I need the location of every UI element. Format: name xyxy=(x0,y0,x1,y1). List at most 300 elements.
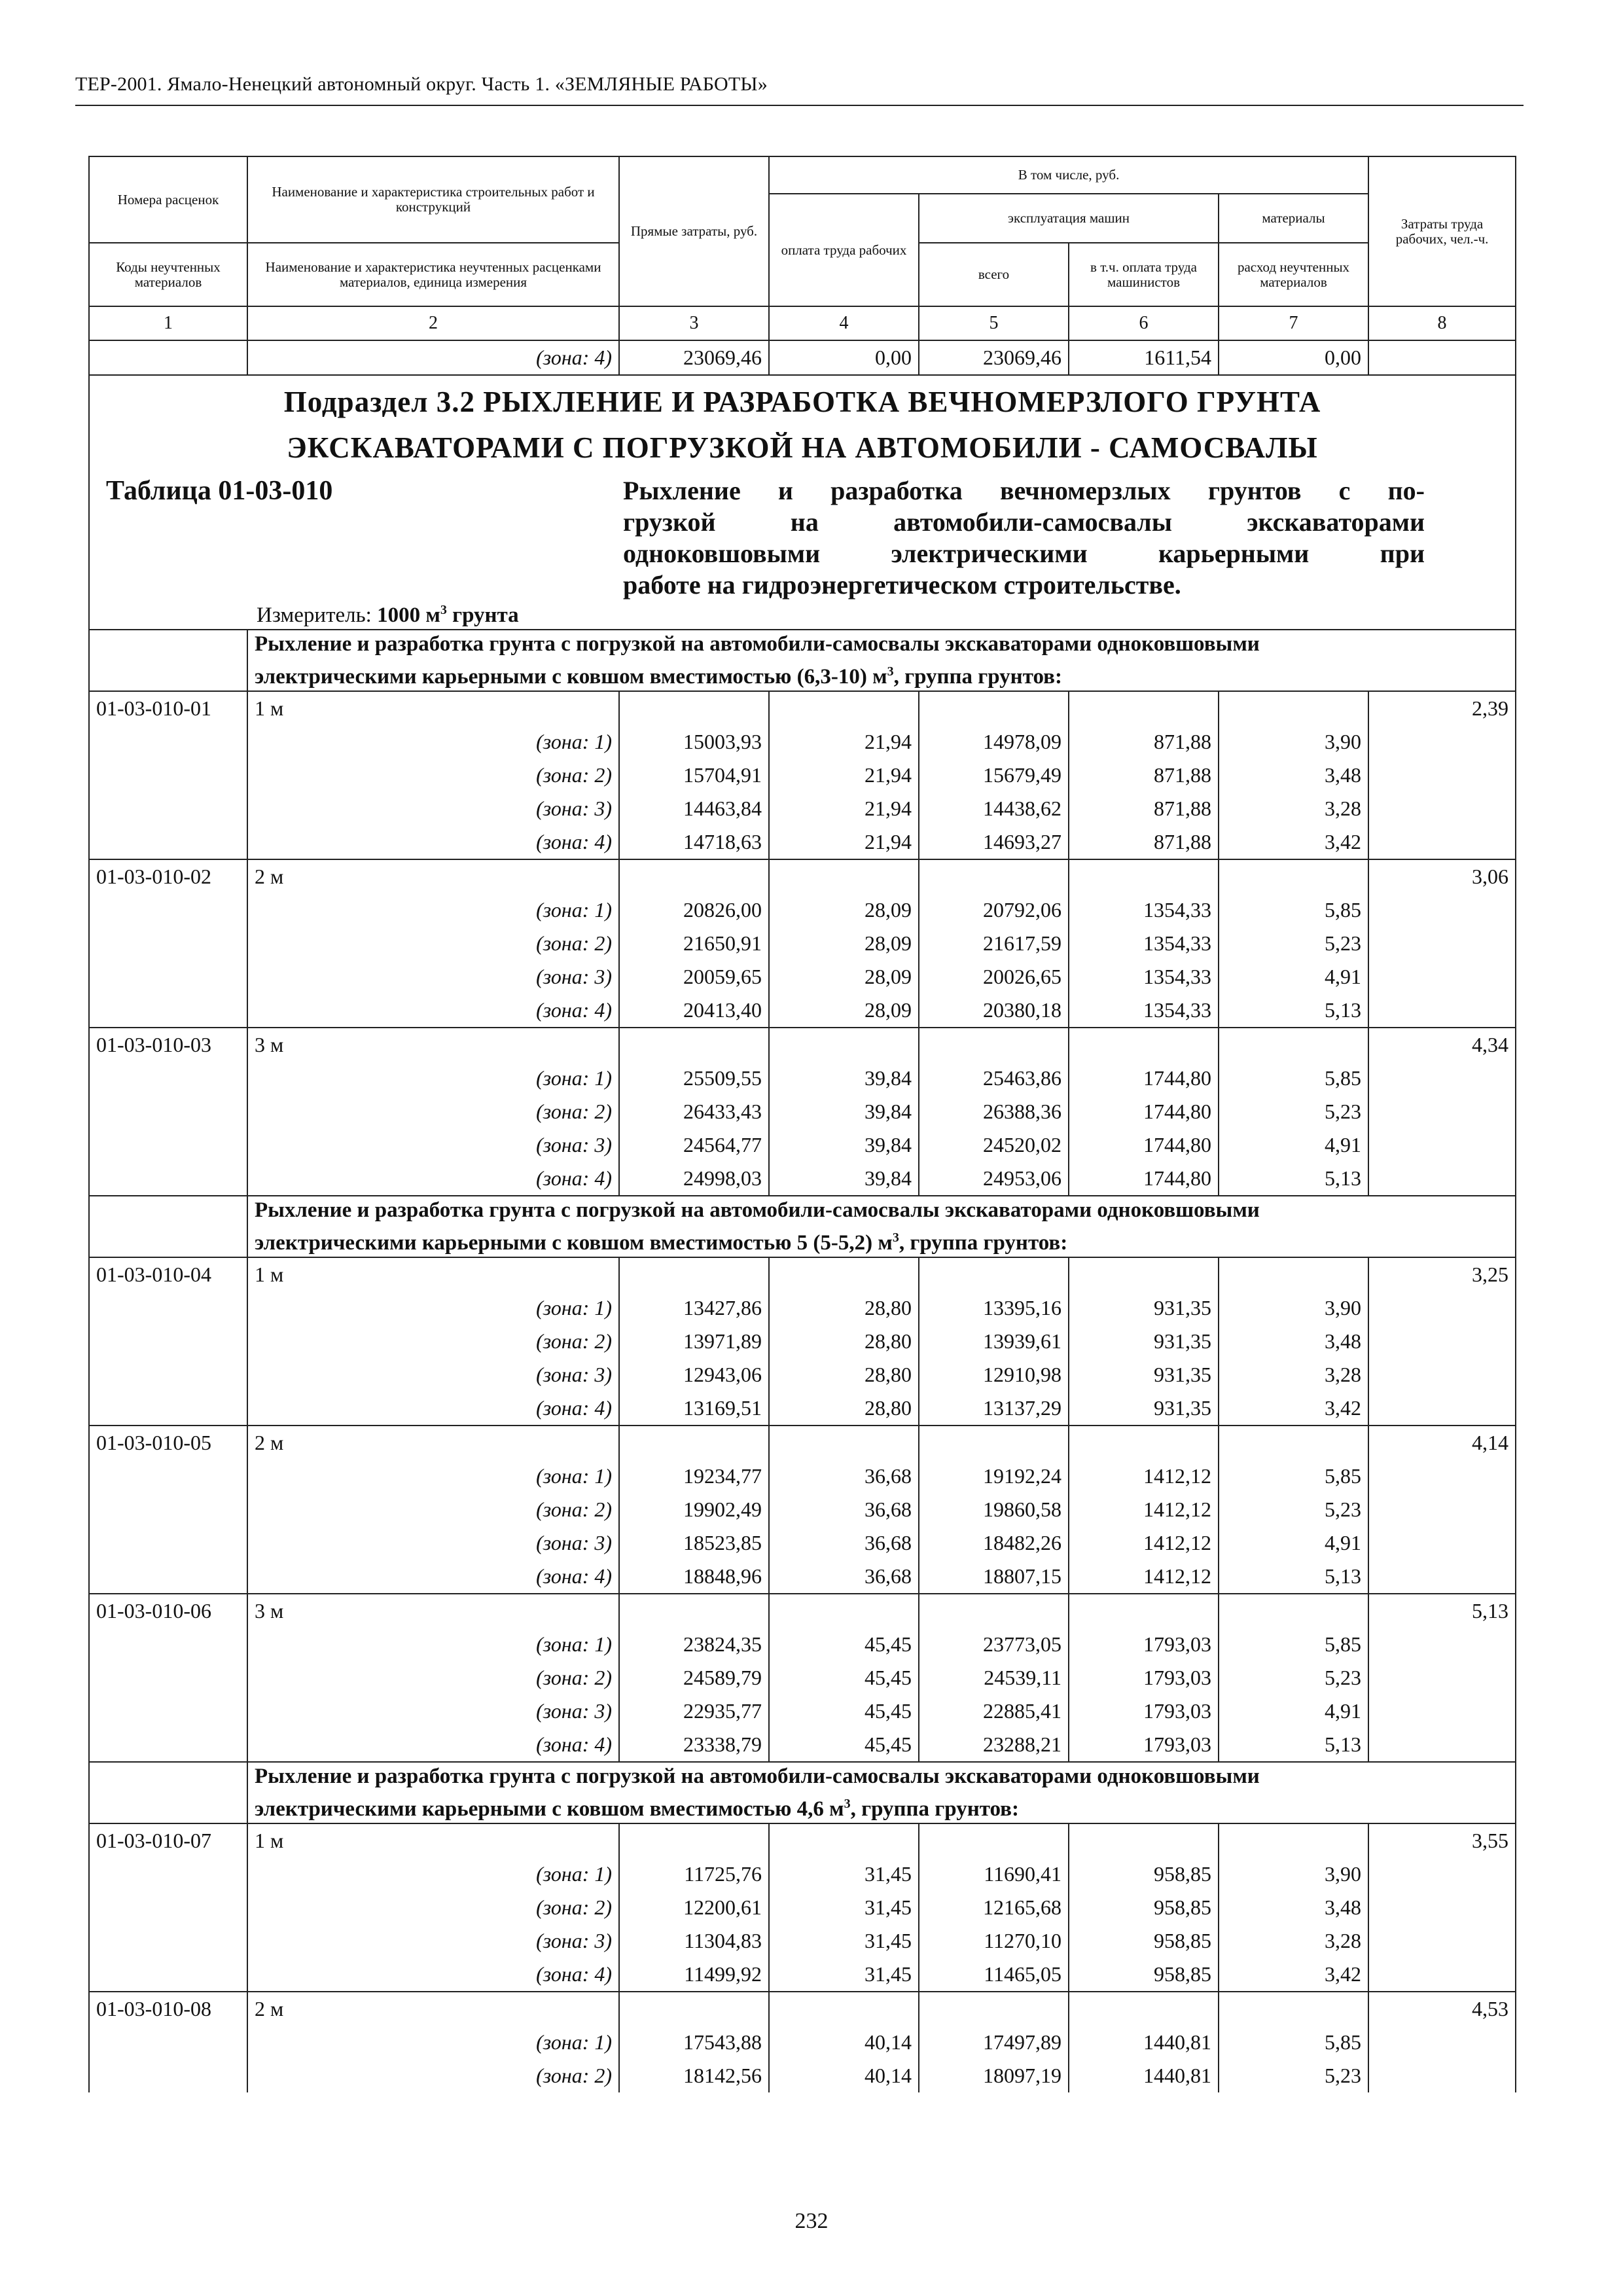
empty-cell xyxy=(1219,1594,1368,1628)
empty-cell xyxy=(769,1028,919,1062)
labor-value xyxy=(1368,1628,1516,1661)
wages-value: 36,68 xyxy=(769,1493,919,1526)
zone-row xyxy=(89,1095,1516,1128)
wages-value: 21,94 xyxy=(769,725,919,759)
machinists-wages-value: 1412,12 xyxy=(1069,1560,1219,1594)
machines-value: 24539,11 xyxy=(919,1661,1069,1695)
labor-value xyxy=(1368,725,1516,759)
code-cell xyxy=(89,1162,247,1196)
empty-cell xyxy=(619,1028,769,1062)
direct-costs-value: 23824,35 xyxy=(619,1628,769,1661)
rate-name: 2 м xyxy=(247,1992,619,2026)
machines-value: 24520,02 xyxy=(919,1128,1069,1162)
zone-label: (зона: 1) xyxy=(247,1291,619,1325)
labor-value xyxy=(1368,994,1516,1028)
table-description-line: Рыхление и разработка вечномерзлых грунтов с по- xyxy=(623,476,1425,505)
machines-value: 24953,06 xyxy=(919,1162,1069,1196)
empty-cell xyxy=(919,1028,1069,1062)
zone-row xyxy=(89,759,1516,792)
machinists-wages-value: 1793,03 xyxy=(1069,1661,1219,1695)
measure-suffix: грунта xyxy=(446,603,519,627)
column-number: 2 xyxy=(247,306,619,340)
zone-label: (зона: 1) xyxy=(247,1062,619,1095)
empty-cell xyxy=(1219,1028,1368,1062)
wages-value: 39,84 xyxy=(769,1162,919,1196)
machines-value: 19860,58 xyxy=(919,1493,1069,1526)
rate-header-row xyxy=(89,1823,1516,1857)
code-cell xyxy=(89,340,247,375)
machines-value: 12910,98 xyxy=(919,1358,1069,1391)
zone-label: (зона: 2) xyxy=(247,1661,619,1695)
table-description-line: одноковшовыми электрическими карьерными при xyxy=(623,539,1425,568)
direct-costs-value: 19234,77 xyxy=(619,1460,769,1493)
rate-name: 2 м xyxy=(247,859,619,893)
materials-value: 4,91 xyxy=(1219,1128,1368,1162)
table-description xyxy=(623,475,1425,601)
group-heading-line-2 xyxy=(255,658,1508,691)
direct-costs-value: 25509,55 xyxy=(619,1062,769,1095)
group-heading-spacer xyxy=(89,1196,247,1257)
code-cell xyxy=(89,1391,247,1426)
col-header-rate-number: Номера расценок xyxy=(89,156,247,243)
section-title-line-2: ЭКСКАВАТОРАМИ С ПОГРУЗКОЙ НА АВТОМОБИЛИ - САМОСВАЛЫ xyxy=(287,431,1318,464)
labor-value xyxy=(1368,1095,1516,1128)
materials-value: 4,91 xyxy=(1219,960,1368,994)
group-heading-text: , группа грунтов: xyxy=(850,1797,1019,1821)
group-heading-text: электрическими карьерными с ковшом вместимостью 5 (5-5,2) м xyxy=(255,1231,893,1255)
wages-value: 31,45 xyxy=(769,1857,919,1891)
labor-value xyxy=(1368,1526,1516,1560)
zone-label: (зона: 2) xyxy=(247,1325,619,1358)
code-cell xyxy=(89,1958,247,1992)
direct-costs-value: 11499,92 xyxy=(619,1958,769,1992)
measure-prefix: Измеритель: xyxy=(257,603,378,627)
machinists-wages-value: 1354,33 xyxy=(1069,927,1219,960)
table-intro xyxy=(89,467,1516,630)
group-heading-line-2 xyxy=(255,1224,1508,1257)
machinists-wages-value: 1354,33 xyxy=(1069,893,1219,927)
col-header-labor: Затраты труда рабочих, чел.-ч. xyxy=(1368,156,1516,306)
machinists-wages-value: 1354,33 xyxy=(1069,994,1219,1028)
machines-value: 23773,05 xyxy=(919,1628,1069,1661)
machines-value: 15679,49 xyxy=(919,759,1069,792)
machinists-wages-value: 871,88 xyxy=(1069,759,1219,792)
materials-value: 5,85 xyxy=(1219,893,1368,927)
machinists-wages-value: 1793,03 xyxy=(1069,1728,1219,1762)
machines-value: 14438,62 xyxy=(919,792,1069,825)
zone-row xyxy=(89,1325,1516,1358)
materials-value: 4,91 xyxy=(1219,1695,1368,1728)
zone-row xyxy=(89,893,1516,927)
wages-value: 31,45 xyxy=(769,1958,919,1992)
machinists-wages-value: 1440,81 xyxy=(1069,2059,1219,2092)
direct-costs-value: 12200,61 xyxy=(619,1891,769,1924)
wages-value: 28,80 xyxy=(769,1391,919,1426)
labor-value xyxy=(1368,340,1516,375)
rate-name: 1 м xyxy=(247,1823,619,1857)
materials-value: 3,48 xyxy=(1219,1891,1368,1924)
rate-table-sheet xyxy=(88,156,1515,2092)
empty-cell xyxy=(769,1426,919,1460)
zone-label: (зона: 4) xyxy=(247,1560,619,1594)
group-heading-row xyxy=(89,1196,1516,1257)
labor-value: 4,14 xyxy=(1368,1426,1516,1460)
group-heading xyxy=(247,1196,1516,1257)
machines-value: 11690,41 xyxy=(919,1857,1069,1891)
group-heading-line-1: Рыхление и разработка грунта с погрузкой на автомобили-самосвалы экскаваторами одноковшовыми xyxy=(255,1198,1260,1222)
zone-row xyxy=(89,1560,1516,1594)
labor-value xyxy=(1368,1857,1516,1891)
column-number: 5 xyxy=(919,306,1069,340)
materials-value: 0,00 xyxy=(1219,340,1368,375)
code-cell xyxy=(89,1095,247,1128)
machines-value: 18807,15 xyxy=(919,1560,1069,1594)
wages-value: 21,94 xyxy=(769,759,919,792)
machinists-wages-value: 1412,12 xyxy=(1069,1460,1219,1493)
direct-costs-value: 21650,91 xyxy=(619,927,769,960)
wages-value: 28,09 xyxy=(769,893,919,927)
materials-value: 3,28 xyxy=(1219,792,1368,825)
wages-value: 28,80 xyxy=(769,1358,919,1391)
rate-header-row xyxy=(89,1028,1516,1062)
direct-costs-value: 24564,77 xyxy=(619,1128,769,1162)
wages-value: 21,94 xyxy=(769,825,919,859)
empty-cell xyxy=(1219,1823,1368,1857)
machinists-wages-value: 931,35 xyxy=(1069,1325,1219,1358)
direct-costs-value: 23069,46 xyxy=(619,340,769,375)
zone-row xyxy=(89,1728,1516,1762)
zone-label: (зона: 1) xyxy=(247,1857,619,1891)
col-header-materials-usage: расход неучтенных материалов xyxy=(1219,243,1368,306)
zone-row xyxy=(89,725,1516,759)
materials-value: 5,85 xyxy=(1219,1460,1368,1493)
group-heading-text: , группа грунтов: xyxy=(899,1231,1068,1255)
group-heading-text: электрическими карьерными с ковшом вместимостью (6,3-10) м xyxy=(255,665,887,689)
zone-label: (зона: 1) xyxy=(247,2026,619,2059)
code-cell xyxy=(89,1526,247,1560)
machinists-wages-value: 1412,12 xyxy=(1069,1526,1219,1560)
col-header-materials: материалы xyxy=(1219,194,1368,243)
zone-label: (зона: 2) xyxy=(247,1493,619,1526)
rate-name: 3 м xyxy=(247,1028,619,1062)
direct-costs-value: 24589,79 xyxy=(619,1661,769,1695)
labor-value: 3,55 xyxy=(1368,1823,1516,1857)
zone-row xyxy=(89,1958,1516,1992)
rate-name: 1 м xyxy=(247,691,619,725)
zone-row xyxy=(89,1358,1516,1391)
direct-costs-value: 19902,49 xyxy=(619,1493,769,1526)
col-header-work-name: Наименование и характеристика строительных работ и конструкций xyxy=(247,156,619,243)
wages-value: 28,09 xyxy=(769,927,919,960)
machinists-wages-value: 871,88 xyxy=(1069,825,1219,859)
machinists-wages-value: 1744,80 xyxy=(1069,1095,1219,1128)
zone-label: (зона: 3) xyxy=(247,792,619,825)
empty-cell xyxy=(619,1257,769,1291)
code-cell xyxy=(89,994,247,1028)
materials-value: 5,23 xyxy=(1219,927,1368,960)
zone-row xyxy=(89,1924,1516,1958)
materials-value: 5,13 xyxy=(1219,1560,1368,1594)
machinists-wages-value: 1744,80 xyxy=(1069,1062,1219,1095)
direct-costs-value: 18523,85 xyxy=(619,1526,769,1560)
machinists-wages-value: 931,35 xyxy=(1069,1391,1219,1426)
page-number: 232 xyxy=(794,2209,829,2233)
col-header-machines-total: всего xyxy=(919,243,1069,306)
table-body xyxy=(89,340,1516,2092)
code-cell xyxy=(89,960,247,994)
group-heading-line-2 xyxy=(255,1790,1508,1823)
zone-label: (зона: 4) xyxy=(247,1728,619,1762)
group-heading-row xyxy=(89,1762,1516,1823)
zone-label: (зона: 3) xyxy=(247,1924,619,1958)
machines-value: 13137,29 xyxy=(919,1391,1069,1426)
code-cell xyxy=(89,2026,247,2059)
direct-costs-value: 13971,89 xyxy=(619,1325,769,1358)
zone-label: (зона: 4) xyxy=(247,825,619,859)
labor-value xyxy=(1368,2026,1516,2059)
wages-value: 45,45 xyxy=(769,1628,919,1661)
rate-code: 01-03-010-03 xyxy=(89,1028,247,1062)
zone-row xyxy=(89,1695,1516,1728)
machinists-wages-value: 1412,12 xyxy=(1069,1493,1219,1526)
table-intro-row xyxy=(89,467,1516,630)
code-cell xyxy=(89,1857,247,1891)
machines-value: 18482,26 xyxy=(919,1526,1069,1560)
table-description-line: работе на гидроэнергетическом строительстве. xyxy=(623,570,1181,600)
running-header: ТЕР-2001. Ямало-Ненецкий автономный округ. Часть 1. «ЗЕМЛЯНЫЕ РАБОТЫ» xyxy=(75,73,768,95)
measure-value: 1000 м xyxy=(377,603,440,627)
materials-value: 5,23 xyxy=(1219,2059,1368,2092)
empty-cell xyxy=(919,1594,1069,1628)
zone-label: (зона: 1) xyxy=(247,1460,619,1493)
machines-value: 20026,65 xyxy=(919,960,1069,994)
machinists-wages-value: 1744,80 xyxy=(1069,1162,1219,1196)
empty-cell xyxy=(919,1257,1069,1291)
materials-value: 3,90 xyxy=(1219,1857,1368,1891)
zone-label: (зона: 4) xyxy=(247,1958,619,1992)
table-description-line: грузкой на автомобили-самосвалы экскаваторами xyxy=(623,507,1425,537)
empty-cell xyxy=(919,691,1069,725)
machines-value: 14978,09 xyxy=(919,725,1069,759)
labor-value xyxy=(1368,1325,1516,1358)
labor-value xyxy=(1368,1162,1516,1196)
empty-cell xyxy=(1219,1426,1368,1460)
machines-value: 11465,05 xyxy=(919,1958,1069,1992)
materials-value: 3,28 xyxy=(1219,1358,1368,1391)
code-cell xyxy=(89,1891,247,1924)
labor-value xyxy=(1368,1128,1516,1162)
zone-row xyxy=(89,1460,1516,1493)
empty-cell xyxy=(1219,1992,1368,2026)
code-cell xyxy=(89,792,247,825)
empty-cell xyxy=(769,1992,919,2026)
materials-value: 5,85 xyxy=(1219,2026,1368,2059)
direct-costs-value: 13427,86 xyxy=(619,1291,769,1325)
col-header-including: В том числе, руб. xyxy=(769,156,1368,194)
header-rule xyxy=(75,105,1524,106)
empty-cell xyxy=(619,1426,769,1460)
section-title-row xyxy=(89,375,1516,467)
group-heading-sup: 3 xyxy=(887,664,894,679)
zone-row xyxy=(89,1391,1516,1426)
labor-value xyxy=(1368,792,1516,825)
direct-costs-value: 14718,63 xyxy=(619,825,769,859)
empty-cell xyxy=(1069,691,1219,725)
code-cell xyxy=(89,1560,247,1594)
zone-label: (зона: 3) xyxy=(247,1358,619,1391)
group-heading-text: электрическими карьерными с ковшом вместимостью 4,6 м xyxy=(255,1797,844,1821)
zone-row xyxy=(89,792,1516,825)
machinists-wages-value: 958,85 xyxy=(1069,1924,1219,1958)
code-cell xyxy=(89,1695,247,1728)
zone-label: (зона: 2) xyxy=(247,759,619,792)
group-heading-sup: 3 xyxy=(892,1230,899,1245)
labor-value xyxy=(1368,1460,1516,1493)
labor-value xyxy=(1368,927,1516,960)
labor-value xyxy=(1368,960,1516,994)
column-number: 6 xyxy=(1069,306,1219,340)
group-heading-text: , группа грунтов: xyxy=(893,665,1062,689)
materials-value: 5,13 xyxy=(1219,994,1368,1028)
labor-value xyxy=(1368,1695,1516,1728)
direct-costs-value: 18142,56 xyxy=(619,2059,769,2092)
wages-value: 31,45 xyxy=(769,1924,919,1958)
rate-header-row xyxy=(89,1426,1516,1460)
labor-value xyxy=(1368,1958,1516,1992)
wages-value: 0,00 xyxy=(769,340,919,375)
direct-costs-value: 20826,00 xyxy=(619,893,769,927)
group-heading-sup: 3 xyxy=(844,1797,851,1811)
direct-costs-value: 13169,51 xyxy=(619,1391,769,1426)
empty-cell xyxy=(1069,859,1219,893)
empty-cell xyxy=(619,1823,769,1857)
rate-header-row xyxy=(89,1594,1516,1628)
code-cell xyxy=(89,1728,247,1762)
wages-value: 45,45 xyxy=(769,1695,919,1728)
machinists-wages-value: 1793,03 xyxy=(1069,1628,1219,1661)
rate-code: 01-03-010-05 xyxy=(89,1426,247,1460)
direct-costs-value: 23338,79 xyxy=(619,1728,769,1762)
rate-code: 01-03-010-08 xyxy=(89,1992,247,2026)
zone-label: (зона: 3) xyxy=(247,1695,619,1728)
code-cell xyxy=(89,1628,247,1661)
labor-value xyxy=(1368,1391,1516,1426)
wages-value: 39,84 xyxy=(769,1095,919,1128)
zone-label: (зона: 3) xyxy=(247,960,619,994)
code-cell xyxy=(89,2059,247,2092)
group-heading-row xyxy=(89,630,1516,691)
direct-costs-value: 26433,43 xyxy=(619,1095,769,1128)
direct-costs-value: 17543,88 xyxy=(619,2026,769,2059)
column-number: 8 xyxy=(1368,306,1516,340)
empty-cell xyxy=(1069,1823,1219,1857)
wages-value: 36,68 xyxy=(769,1560,919,1594)
materials-value: 4,91 xyxy=(1219,1526,1368,1560)
empty-cell xyxy=(619,691,769,725)
zone-row xyxy=(89,1062,1516,1095)
rate-name: 3 м xyxy=(247,1594,619,1628)
wages-value: 45,45 xyxy=(769,1661,919,1695)
machinists-wages-value: 958,85 xyxy=(1069,1958,1219,1992)
zone-label: (зона: 4) xyxy=(247,340,619,375)
zone-row xyxy=(89,2059,1516,2092)
labor-value xyxy=(1368,825,1516,859)
zone-label: (зона: 2) xyxy=(247,1095,619,1128)
table-label: Таблица 01-03-010 xyxy=(106,476,333,506)
rate-code: 01-03-010-06 xyxy=(89,1594,247,1628)
rate-code: 01-03-010-07 xyxy=(89,1823,247,1857)
materials-value: 3,48 xyxy=(1219,1325,1368,1358)
code-cell xyxy=(89,825,247,859)
rate-name: 1 м xyxy=(247,1257,619,1291)
zone-label: (зона: 2) xyxy=(247,927,619,960)
group-heading xyxy=(247,630,1516,691)
zone-label: (зона: 3) xyxy=(247,1128,619,1162)
code-cell xyxy=(89,725,247,759)
materials-value: 3,48 xyxy=(1219,759,1368,792)
wages-value: 40,14 xyxy=(769,2059,919,2092)
zone-label: (зона: 2) xyxy=(247,2059,619,2092)
zone-label: (зона: 2) xyxy=(247,1891,619,1924)
labor-value xyxy=(1368,893,1516,927)
materials-value: 5,13 xyxy=(1219,1162,1368,1196)
machines-value: 21617,59 xyxy=(919,927,1069,960)
group-heading-spacer xyxy=(89,1762,247,1823)
labor-value xyxy=(1368,1728,1516,1762)
machines-value: 23288,21 xyxy=(919,1728,1069,1762)
zone-label: (зона: 4) xyxy=(247,1391,619,1426)
labor-value xyxy=(1368,2059,1516,2092)
wages-value: 45,45 xyxy=(769,1728,919,1762)
zone-row xyxy=(89,825,1516,859)
code-cell xyxy=(89,1358,247,1391)
group-heading-spacer xyxy=(89,630,247,691)
empty-cell xyxy=(919,859,1069,893)
column-numbers-row xyxy=(89,306,1516,340)
machinists-wages-value: 1793,03 xyxy=(1069,1695,1219,1728)
labor-value xyxy=(1368,1291,1516,1325)
rate-header-row xyxy=(89,691,1516,725)
wages-value: 36,68 xyxy=(769,1526,919,1560)
labor-value xyxy=(1368,1358,1516,1391)
empty-cell xyxy=(919,1992,1069,2026)
zone-row xyxy=(89,1628,1516,1661)
machinists-wages-value: 871,88 xyxy=(1069,792,1219,825)
rate-header-row xyxy=(89,1257,1516,1291)
empty-cell xyxy=(769,1594,919,1628)
carry-over-row xyxy=(89,340,1516,375)
column-number: 3 xyxy=(619,306,769,340)
machinists-wages-value: 958,85 xyxy=(1069,1891,1219,1924)
col-header-material-codes: Коды неучтенных материалов xyxy=(89,243,247,306)
rate-name: 2 м xyxy=(247,1426,619,1460)
wages-value: 40,14 xyxy=(769,2026,919,2059)
empty-cell xyxy=(769,1257,919,1291)
machines-value: 12165,68 xyxy=(919,1891,1069,1924)
machines-value: 23069,46 xyxy=(919,340,1069,375)
code-cell xyxy=(89,1291,247,1325)
code-cell xyxy=(89,893,247,927)
materials-value: 3,42 xyxy=(1219,1391,1368,1426)
zone-row xyxy=(89,2026,1516,2059)
materials-value: 5,23 xyxy=(1219,1661,1368,1695)
empty-cell xyxy=(619,859,769,893)
labor-value: 4,34 xyxy=(1368,1028,1516,1062)
zone-label: (зона: 1) xyxy=(247,893,619,927)
machinists-wages-value: 1744,80 xyxy=(1069,1128,1219,1162)
machinists-wages-value: 931,35 xyxy=(1069,1291,1219,1325)
measure-sup: 3 xyxy=(440,603,447,617)
